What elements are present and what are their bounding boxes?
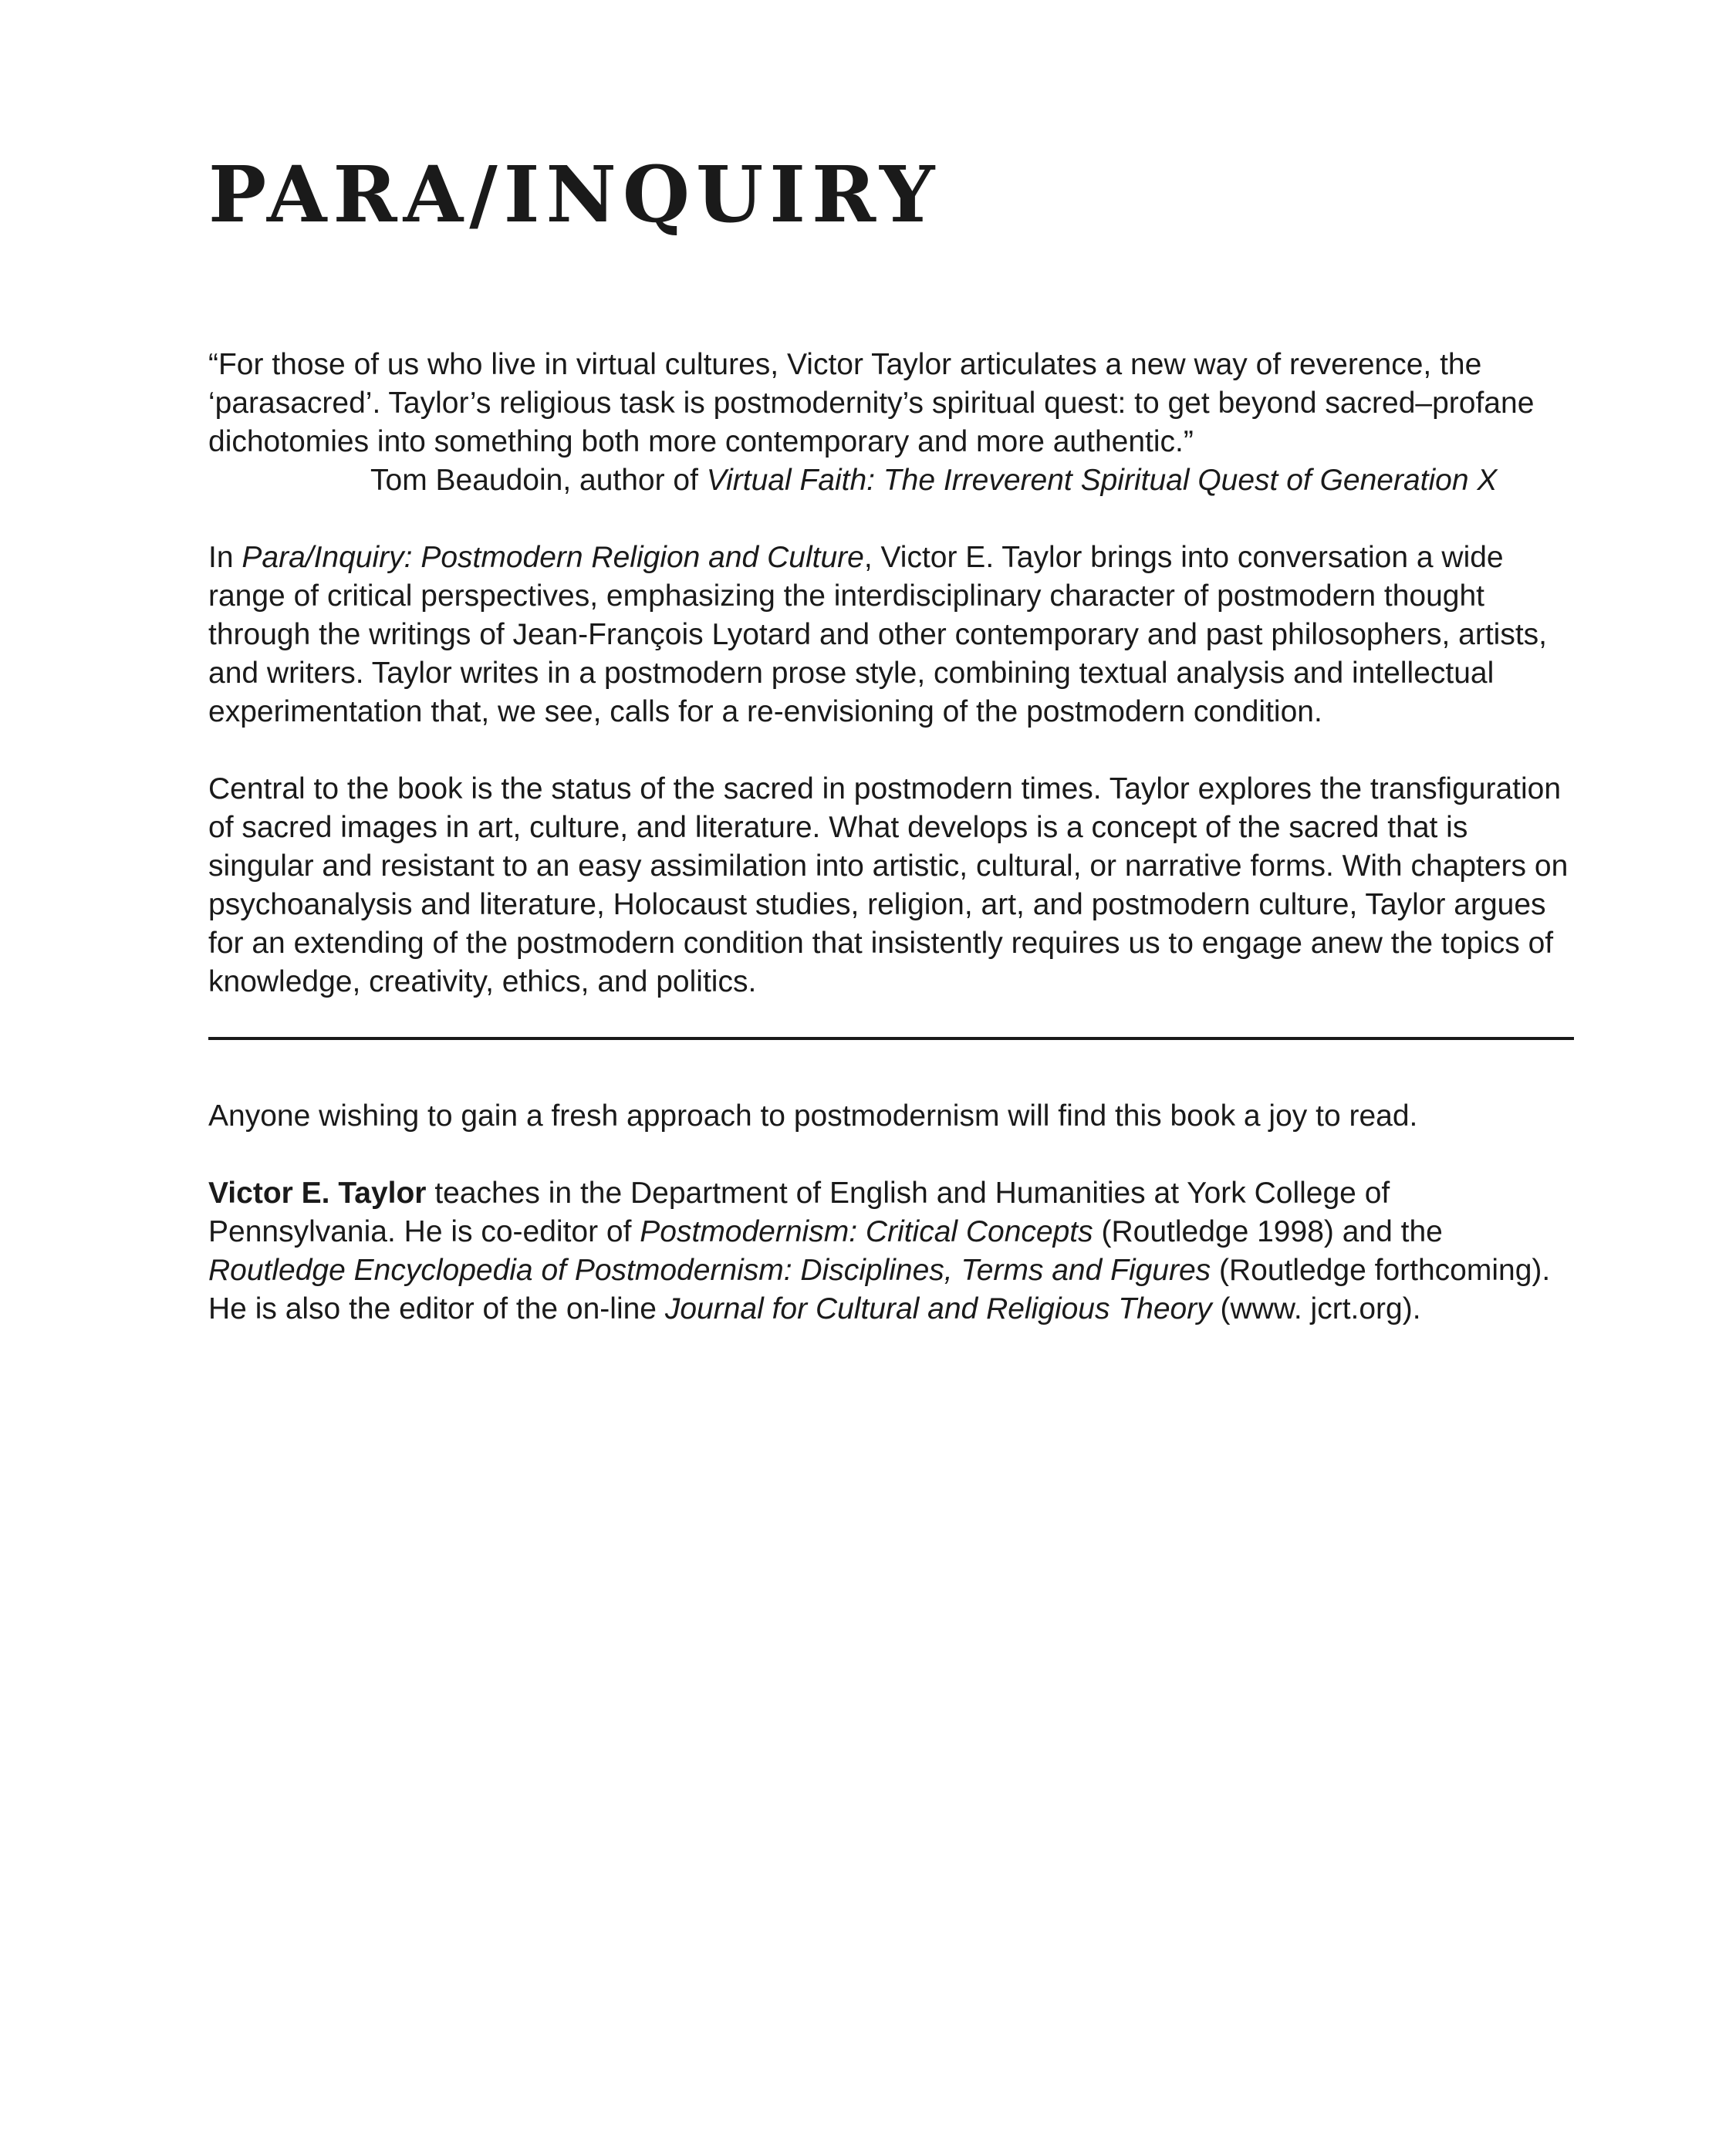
bio-journal-title: Journal for Cultural and Religious Theory [664,1292,1212,1325]
desc-p1-prefix: In [208,541,242,574]
bio-book-2: Routledge Encyclopedia of Postmodernism: Disciplines, Terms and Figures [208,1254,1211,1287]
attribution-book-title: Virtual Faith: The Irreverent Spiritual Quest of Generation X [706,464,1498,497]
quote-attribution [208,461,1574,500]
spacer [208,1136,1574,1174]
spacer [208,731,1574,770]
divider-rule [208,1037,1574,1040]
desc-p1-book-title: Para/Inquiry: Postmodern Religion and Culture [241,541,864,574]
page-title: PARA/INQUIRY [208,149,941,240]
spacer [208,500,1574,539]
bio-text-2: (Routledge 1998) and the [1093,1215,1443,1248]
attribution-prefix: Tom Beaudoin, author of [370,464,707,497]
bio-book-1: Postmodernism: Critical Concepts [640,1215,1093,1248]
description-paragraph-1 [208,539,1574,731]
recommendation-line: Anyone wishing to gain a fresh approach to postmodernism will find this book a joy to read. [208,1099,1418,1133]
bio-text-3: (Routledge forthcoming). He is also the editor of the on-line [208,1254,1551,1325]
desc-p1-rest: , Victor E. Taylor brings into conversation a wide range of critical perspectives, emphasizing the interdisciplinary character of postmodern thought through the writings of Jean-François Lyotard and other contemporary and past philosophers, artists, and writers. Taylor writes in a postmodern prose style, combining textual analysis and intellectual experimentation that, we see, calls for a re-envisioning of the postmodern condition. [208,541,1547,728]
bio-text-1: teaches in the Department of English and Humanities at York College of Pennsylvania. He is co-editor of [208,1177,1390,1248]
endorsement-quote [208,346,1574,461]
back-cover-text [208,346,1574,1329]
bio-text-4: (www. jcrt.org). [1211,1292,1421,1325]
author-name: Victor E. Taylor [208,1177,427,1210]
quote-text: “For those of us who live in virtual cultures, Victor Taylor articulates a new way of reverence, the ‘parasacred’. Taylor’s religious task is postmodernity’s spiritual quest: to get beyond sacred–profane dichotomies into something both more contemporary and more authentic.” [208,348,1535,458]
author-bio [208,1174,1574,1329]
description-paragraph-2: Central to the book is the status of the sacred in postmodern times. Taylor explores the transfiguration of sacred images in art, culture, and literature. What develops is a concept of the sacred that is singular and resistant to an easy assimilation into artistic, cultural, or narrative forms. With chapters on psychoanalysis and literature, Holocaust studies, religion, art, and postmodern culture, Taylor argues for an extending of the postmodern condition that insistently requires us to engage anew the topics of knowledge, creativity, ethics, and politics. [208,772,1569,998]
